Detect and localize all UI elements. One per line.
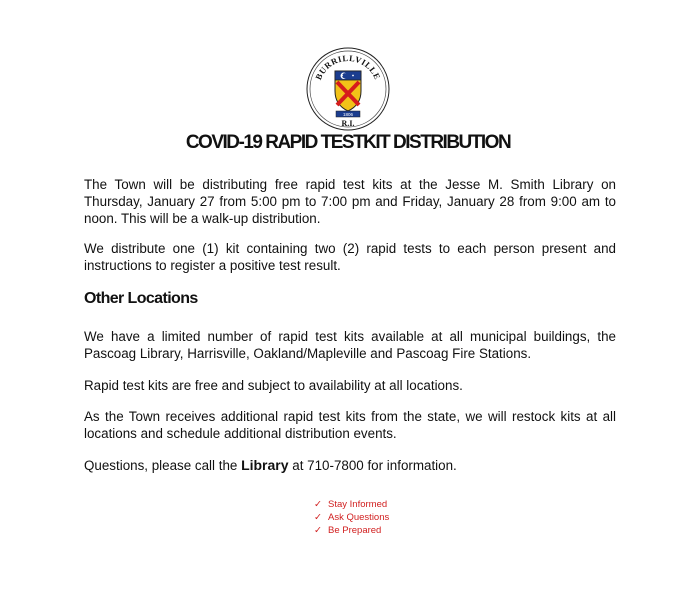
checklist-item <box>314 524 389 537</box>
locations-paragraph: We have a limited number of rapid test kits available at all municipal buildings, the Pascoag Library, Harrisville, Oakland/Mapleville and Pascoag Fire Stations. <box>84 329 616 361</box>
town-seal-icon <box>306 47 390 131</box>
questions-text-after: at 710-7800 for information. <box>288 458 457 473</box>
checkmark-icon: ✓ <box>314 525 322 536</box>
page-title: COVID-19 RAPID TESTKIT DISTRIBUTION <box>185 132 511 153</box>
checklist-item-label: Be Prepared <box>328 525 382 536</box>
checkmark-icon: ✓ <box>314 499 322 510</box>
intro-paragraph: The Town will be distributing free rapid test kits at the Jesse M. Smith Library on Thursday, January 27 from 5:00 pm to 7:00 pm and Friday, January 28 from 9:00 am to noon. This will be a walk-up distribution. <box>84 177 616 226</box>
availability-paragraph: Rapid test kits are free and subject to availability at all locations. <box>84 378 463 393</box>
restock-paragraph: As the Town receives additional rapid test kits from the state, we will restock kits at all locations and schedule additional distribution events. <box>84 409 616 441</box>
checklist-item <box>314 511 389 524</box>
checklist <box>314 498 389 537</box>
library-label: Library <box>241 457 289 473</box>
questions-paragraph <box>84 457 616 474</box>
checklist-item-label: Ask Questions <box>328 512 390 523</box>
seal-top-text: BURRILLVILLE <box>313 52 383 82</box>
checklist-item-label: Stay Informed <box>328 499 388 510</box>
seal-year: 1806 <box>342 112 354 117</box>
questions-text-before: Questions, please call the <box>84 458 242 473</box>
checklist-item <box>314 498 389 511</box>
distribution-paragraph: We distribute one (1) kit containing two (2) rapid tests to each person present and instructions to register a positive test result. <box>84 241 616 273</box>
other-locations-heading: Other Locations <box>84 290 198 307</box>
seal-bottom-text: R.I. <box>341 119 355 128</box>
checkmark-icon: ✓ <box>314 512 322 523</box>
